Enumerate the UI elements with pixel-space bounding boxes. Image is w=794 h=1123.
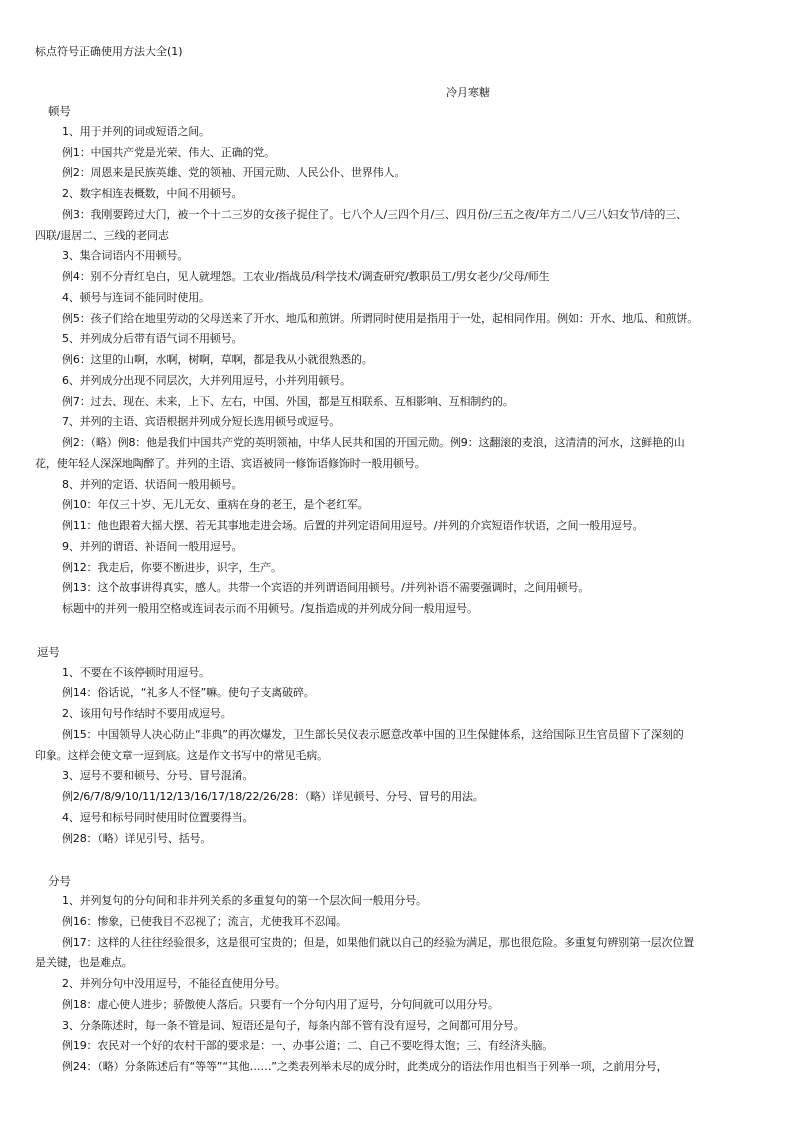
text-line: 3、逗号不要和顿号、分号、冒号混淆。 <box>62 769 254 782</box>
text-line: 印象。这样会使文章一逗到底。这是作文书写中的常见毛病。 <box>35 749 328 762</box>
text-line: 3、集合词语内不用顿号。 <box>62 249 189 262</box>
text-line: 例3：我刚要跨过大门，被一个十二三岁的女孩子捉住了。七八个人/三四个月/三、四月份/三五之夜/年方二八/三八妇女节/诗的三、 <box>62 208 687 221</box>
text-line: 例2/6/7/8/9/10/11/12/13/16/17/18/22/26/28：（略）详见顿号、分号、冒号的用法。 <box>62 790 484 803</box>
author-name: 冷月寒糖 <box>446 86 490 99</box>
text-line: 例17：这样的人往往经验很多，这是很可宝贵的；但是，如果他们就以自己的经验为满足，那也很危险。多重复句辨别第一层次位置 <box>62 936 695 949</box>
document-title: 标点符号正确使用方法大全(1) <box>35 45 183 58</box>
text-line: 例5：孩子们给在地里劳动的父母送来了开水、地瓜和煎饼。所谓同时使用是指用于一处，起相同作用。例如：开水、地瓜、和煎饼。 <box>62 312 699 325</box>
text-line: 例28：（略）详见引号、括号。 <box>62 832 212 845</box>
text-line: 例2：周恩来是民族英雄、党的领袖、开国元勋、人民公仆、世界伟人。 <box>62 166 406 179</box>
text-line: 1、并列复句的分句间和非并列关系的多重复句的第一个层次间一般用分号。 <box>62 894 427 907</box>
section-heading-douhao: 逗号 <box>37 645 60 659</box>
text-line: 9、并列的谓语、补语间一般用逗号。 <box>62 540 243 553</box>
text-line: 四联/退居二、三线的老同志 <box>35 229 169 242</box>
text-line: 例15：中国领导人决心防止“非典”的再次爆发，卫生部长吴仪表示愿意改革中国的卫生保健体系，这给国际卫生官员留下了深刻的 <box>62 728 684 741</box>
text-line: 例18：虚心使人进步；骄傲使人落后。只要有一个分句内用了逗号，分句间就可以用分号。 <box>62 998 499 1011</box>
text-line: 例12：我走后，你要不断进步，识字，生产。 <box>62 561 282 574</box>
text-line: 2、数字相连表概数，中间不用顿号。 <box>62 187 243 200</box>
text-line: 是关键，也是难点。 <box>35 956 133 969</box>
text-line: 3、分条陈述时，每一条不管是词、短语还是句子，每条内部不管有没有逗号，之间都可用分号。 <box>62 1019 525 1032</box>
text-line: 例24：（略）分条陈述后有“等等”“其他……”之类表列举未尽的成分时，此类成分的语法作用也相当于列举一项，之前用分号， <box>62 1060 668 1073</box>
text-line: 1、不要在不该停顿时用逗号。 <box>62 666 210 679</box>
text-line: 4、逗号和标号同时使用时位置要得当。 <box>62 811 254 824</box>
text-line: 6、并列成分出现不同层次，大并列用逗号，小并列用顿号。 <box>62 374 351 387</box>
text-line: 例16：惨象，已使我目不忍视了；流言，尤使我耳不忍闻。 <box>62 915 347 928</box>
text-line: 4、顿号与连词不能同时使用。 <box>62 291 210 304</box>
text-line: 例10：年仅三十岁、无儿无女、重病在身的老王，是个老红军。 <box>62 498 369 511</box>
section-heading-fenhao: 分号 <box>48 874 71 888</box>
text-line: 7、并列的主语、宾语根据并列成分短长选用顿号或逗号。 <box>62 415 341 428</box>
text-line: 例11：他也跟着大摇大摆、若无其事地走进会场。后置的并列定语间用逗号。/并列的介宾短语作状语，之间一般用逗号。 <box>62 519 644 532</box>
text-line: 例2：（略）例8：他是我们中国共产党的英明领袖，中华人民共和国的开国元勋。例9：这翻滚的麦浪，这清清的河水，这鲜艳的山 <box>62 436 685 449</box>
text-line: 标题中的并列一般用空格或连词表示而不用顿号。/复指造成的并列成分间一般用逗号。 <box>62 602 478 615</box>
text-line: 例6：这里的山啊，水啊，树啊，草啊，都是我从小就很熟悉的。 <box>62 353 373 366</box>
text-line: 例13：这个故事讲得真实，感人。共带一个宾语的并列谓语间用顿号。/并列补语不需要强调时，之间用顿号。 <box>62 581 590 594</box>
text-line: 1、用于并列的词或短语之间。 <box>62 125 210 138</box>
text-line: 2、该用句号作结时不要用成逗号。 <box>62 707 232 720</box>
text-line: 5、并列成分后带有语气词不用顿号。 <box>62 332 243 345</box>
text-line: 例1：中国共产党是光荣、伟大、正确的党。 <box>62 146 275 159</box>
text-line: 花，使年轻人深深地陶醉了。并列的主语、宾语被同一修饰语修饰时一般用顿号。 <box>35 457 426 470</box>
section-heading-dunhao: 顿号 <box>48 104 71 118</box>
text-line: 例14：俗话说，“礼多人不怪”嘛。使句子支离破碎。 <box>62 686 315 699</box>
text-line: 例4：别不分青红皂白，见人就埋怨。工农业/指战员/科学技术/调查研究/教职员工/男女老少/父母/师生 <box>62 270 550 283</box>
text-line: 2、并列分句中没用逗号，不能径直使用分号。 <box>62 977 286 990</box>
text-line: 8、并列的定语、状语间一般用顿号。 <box>62 478 243 491</box>
text-line: 例7：过去、现在、未来，上下、左右，中国、外国，都是互相联系、互相影响、互相制约的。 <box>62 395 514 408</box>
text-line: 例19：农民对一个好的农村干部的要求是：一、办事公道；二、自己不要吃得太饱；三、有经济头脑。 <box>62 1039 554 1052</box>
